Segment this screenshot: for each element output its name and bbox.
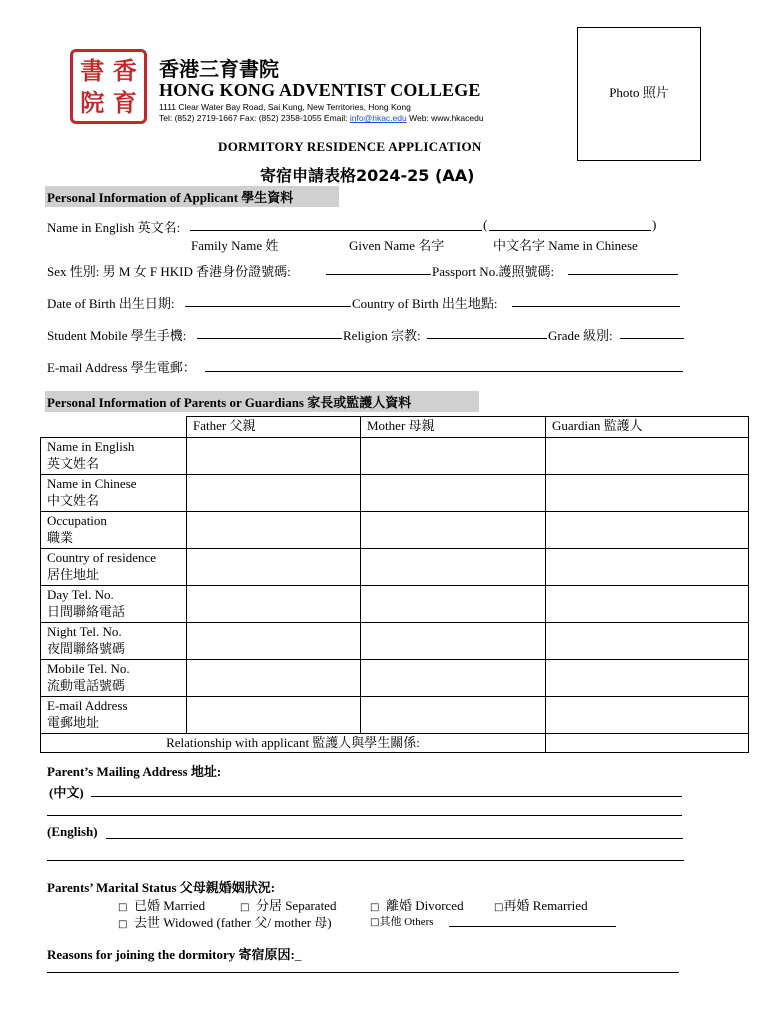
mother-cell[interactable] [361,697,546,734]
checkbox-icon[interactable]: □ [118,919,128,930]
table-row [41,660,749,697]
name-chinese-field[interactable] [489,230,651,231]
guardians-table [40,416,749,753]
row-label [41,512,187,549]
seal-char: 育 [112,88,137,117]
grade-field[interactable] [620,338,684,339]
table-header-row [41,417,749,438]
marital-status-label: Parents’ Marital Status 父母親婚姻狀況: [47,880,276,895]
option-label: 去世 Widowed (father 父/ mother 母) [133,915,332,930]
checkbox-icon[interactable]: □ [370,917,380,928]
row-label [41,586,187,623]
paren-open: ( [483,217,488,232]
mailing-chinese-field[interactable] [91,796,682,797]
row-label [41,475,187,512]
option-label: 分居 Separated [255,898,337,913]
header-guardian: Guardian 監護人 [546,417,749,438]
row-label-zh: 職業 [47,530,74,545]
guardian-cell[interactable] [546,623,749,660]
checkbox-icon[interactable]: □ [240,902,250,913]
mailing-english-field[interactable] [106,838,683,839]
seal-char: 院 [80,88,105,117]
country-of-birth-field[interactable] [512,306,680,307]
web-text: Web: www.hkacedu [406,113,484,123]
mother-cell[interactable] [361,549,546,586]
header-blank [41,417,187,438]
row-label-zh: 流動電話號碼 [47,678,126,693]
row-label-zh: 電郵地址 [47,715,100,730]
row-label-zh: 日間聯絡電話 [47,604,126,619]
passport-label: Passport No.護照號碼: [432,264,555,279]
name-english-label: Name in English 英文名: [47,220,181,235]
mother-cell[interactable] [361,660,546,697]
mailing-english-label: (English) [47,824,98,839]
table-row [41,512,749,549]
school-name-english: HONG KONG ADVENTIST COLLEGE [159,80,481,100]
mother-cell[interactable] [361,512,546,549]
grade-label: Grade 級別: [548,328,613,343]
mother-cell[interactable] [361,475,546,512]
row-label-en: Occupation [47,513,107,528]
given-name-caption: Given Name 名字 [349,238,445,253]
row-label [41,660,187,697]
row-label-en: Mobile Tel. No. [47,661,130,676]
reasons-trail: _ [294,947,302,962]
row-label [41,623,187,660]
checkbox-icon[interactable]: □ [370,902,380,913]
table-row [41,697,749,734]
seal-char: 香 [112,56,137,85]
reasons-field[interactable] [47,972,679,973]
applicant-section-heading: Personal Information of Applicant 學生資料 [45,186,339,207]
email-link[interactable]: info@hkac.edu [349,113,407,123]
reasons-label [47,944,301,963]
row-label-zh: 居住地址 [47,567,100,582]
row-label-en: Name in English [47,439,135,454]
relationship-row [41,734,749,753]
row-label-en: Country of residence [47,550,157,565]
country-of-birth-label: Country of Birth 出生地點: [352,296,498,311]
row-label-en: Night Tel. No. [47,624,122,639]
family-name-caption: Family Name 姓 [191,238,279,253]
student-mobile-field[interactable] [197,338,342,339]
hkid-field[interactable] [326,274,431,275]
header-father: Father 父親 [187,417,361,438]
religion-label: Religion 宗教: [343,328,421,343]
email-field[interactable] [205,371,683,372]
guardian-cell[interactable] [546,438,749,475]
row-label-en: Name in Chinese [47,476,137,491]
mother-cell[interactable] [361,438,546,475]
student-mobile-label: Student Mobile 學生手機: [47,328,187,343]
father-cell[interactable] [187,697,361,734]
dob-field[interactable] [185,306,351,307]
guardian-cell[interactable] [546,586,749,623]
option-label: 已婚 Married [133,898,206,913]
father-cell[interactable] [187,586,361,623]
table-row [41,475,749,512]
school-name-chinese: 香港三育書院 [159,57,279,81]
relationship-label: Relationship with applicant 監護人與學生關係: [41,734,546,753]
guardian-cell[interactable] [546,475,749,512]
religion-field[interactable] [427,338,547,339]
table-row [41,438,749,475]
row-label-en: E-mail Address [47,698,128,713]
checkbox-icon[interactable]: □ [494,902,504,913]
option-label: 其他 Others [379,916,434,928]
document-title: DORMITORY RESIDENCE APPLICATION [218,139,482,154]
sex-hkid-label: Sex 性別: 男 M 女 F HKID 香港身份證號碼: [47,264,291,279]
option-remarried[interactable] [494,895,588,914]
school-seal-logo [70,49,147,124]
photo-box[interactable] [577,27,701,161]
document-subtitle: 寄宿申請表格2024-25 (AA) [260,166,475,185]
row-label-zh: 夜間聯絡號碼 [47,641,126,656]
seal-char: 書 [80,56,105,85]
checkbox-icon[interactable]: □ [118,902,128,913]
dob-label: Date of Birth 出生日期: [47,296,175,311]
guardian-cell[interactable] [546,697,749,734]
mailing-chinese-label: (中文) [49,785,84,800]
guardian-cell[interactable] [546,512,749,549]
contact-text: Tel: (852) 2719-1667 Fax: (852) 2358-1055 Email: [159,113,350,123]
option-divorced[interactable] [370,895,464,914]
photo-label: Photo 照片 [609,85,669,100]
mailing-address-label: Parent’s Mailing Address 地址: [47,764,222,779]
option-others[interactable] [370,913,434,929]
guardian-cell[interactable] [546,660,749,697]
others-field[interactable] [449,926,616,927]
row-label [41,438,187,475]
father-cell[interactable] [187,660,361,697]
row-label-zh: 中文姓名 [47,493,100,508]
table-row [41,549,749,586]
mother-cell[interactable] [361,623,546,660]
school-contact [159,113,484,123]
guardian-cell[interactable] [546,549,749,586]
parents-section-heading: Personal Information of Parents or Guardians 家長或監護人資料 [45,391,479,412]
mother-cell[interactable] [361,586,546,623]
header-mother: Mother 母親 [361,417,546,438]
row-label-en: Day Tel. No. [47,587,114,602]
chinese-name-caption: 中文名字 Name in Chinese [493,238,638,253]
relationship-cell[interactable] [546,734,749,753]
option-widowed[interactable] [118,912,332,931]
paren-close: ) [652,217,657,232]
table-row [41,623,749,660]
row-label-zh: 英文姓名 [47,456,100,471]
father-cell[interactable] [187,512,361,549]
father-cell[interactable] [187,475,361,512]
email-label: E-mail Address 學生電郵： [47,360,196,375]
mailing-chinese-field-2[interactable] [47,815,682,816]
option-label: 再婚 Remarried [503,898,588,913]
father-cell[interactable] [187,549,361,586]
reasons-label-text: Reasons for joining the dormitory 寄宿原因: [47,947,295,962]
passport-field[interactable] [568,274,678,275]
father-cell[interactable] [187,438,361,475]
name-english-field[interactable] [190,230,482,231]
school-address: 1111 Clear Water Bay Road, Sai Kung, New Territories, Hong Kong [159,102,411,112]
father-cell[interactable] [187,623,361,660]
row-label [41,697,187,734]
option-label: 離婚 Divorced [385,898,464,913]
row-label [41,549,187,586]
table-row [41,586,749,623]
mailing-english-field-2[interactable] [47,860,684,861]
